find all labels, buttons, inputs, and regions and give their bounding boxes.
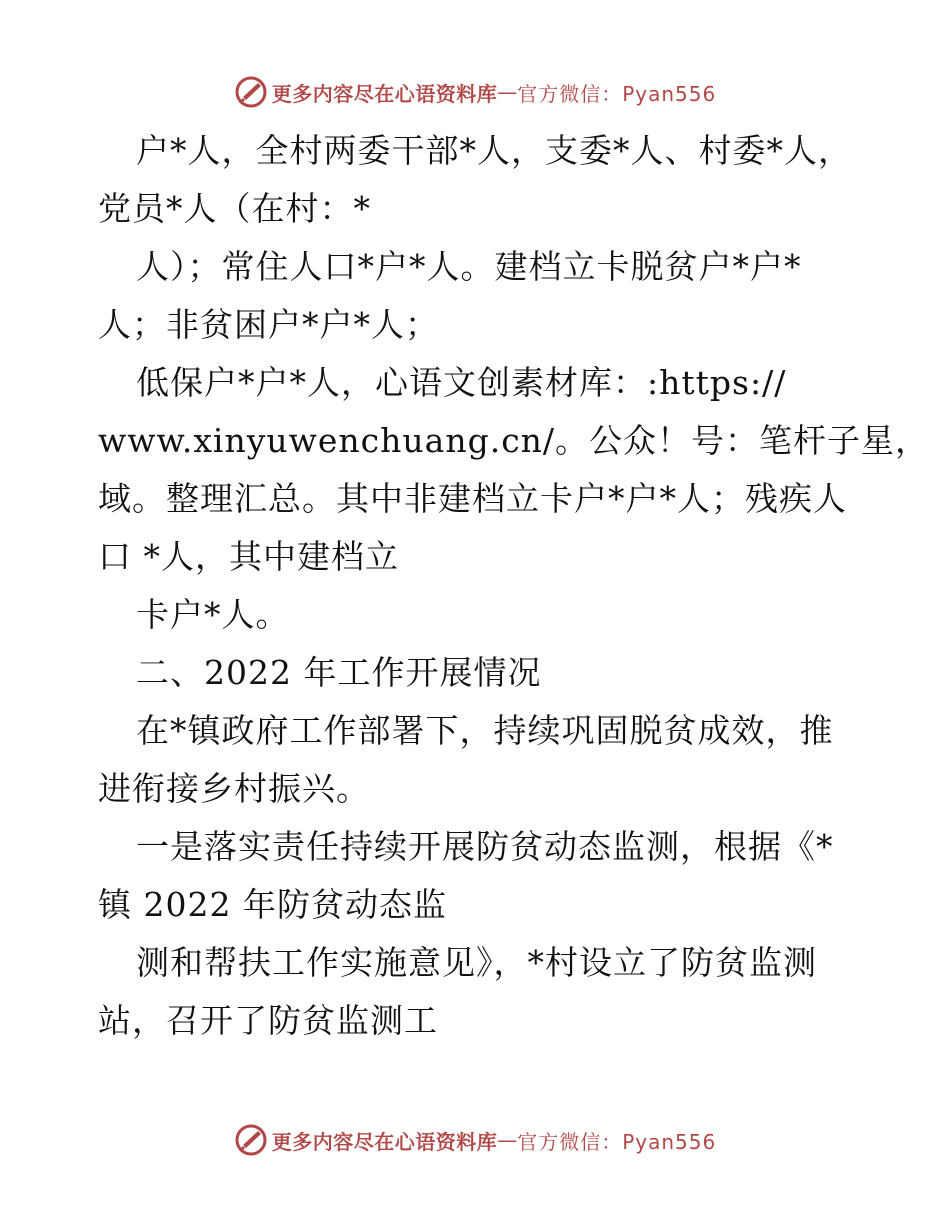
text-line: 镇 2022 年防贫动态监 (98, 885, 447, 924)
document-body (98, 122, 930, 1050)
footer-banner (0, 1120, 950, 1160)
text-line: 低保户*户*人，心语文创素材库：:https:// (136, 363, 787, 402)
banner-wechat: 官方微信：Pyan556 (517, 1129, 717, 1154)
text-line: 户*人，全村两委干部*人，支委*人、村委*人， (136, 131, 852, 170)
logo-icon (234, 75, 268, 109)
banner-separator: — (497, 1128, 518, 1152)
text-line: 进衔接乡村振兴。 (98, 769, 370, 808)
text-line: www.xinyuwenchuang.cn/。公众！号：笔杆子星， (98, 421, 930, 460)
text-line: 域。整理汇总。其中非建档立卡户*户*人；残疾人 (98, 479, 847, 518)
text-line: 党员*人（在村：* (98, 189, 371, 228)
banner-separator: — (497, 80, 518, 104)
text-line: 口 *人，其中建档立 (98, 537, 399, 576)
text-line: 人；非贫困户*户*人； (98, 305, 439, 344)
banner-slogan: 更多内容尽在心语资料库 (271, 81, 498, 106)
banner-slogan: 更多内容尽在心语资料库 (271, 1129, 498, 1154)
text-line: 站，召开了防贫监测工 (98, 1001, 438, 1040)
logo-icon (234, 1123, 268, 1157)
section-heading: 二、2022 年工作开展情况 (136, 653, 542, 692)
header-banner (0, 72, 950, 112)
banner-wechat: 官方微信：Pyan556 (517, 81, 717, 106)
text-line: 人）；常住人口*户*人。建档立卡脱贫户*户* (136, 247, 802, 286)
text-line: 在*镇政府工作部署下，持续巩固脱贫成效，推 (136, 711, 834, 750)
text-line: 一是落实责任持续开展防贫动态监测，根据《* (136, 827, 834, 866)
text-line: 卡户*人。 (136, 595, 290, 634)
text-line: 测和帮扶工作实施意见》，*村设立了防贫监测 (136, 943, 817, 982)
